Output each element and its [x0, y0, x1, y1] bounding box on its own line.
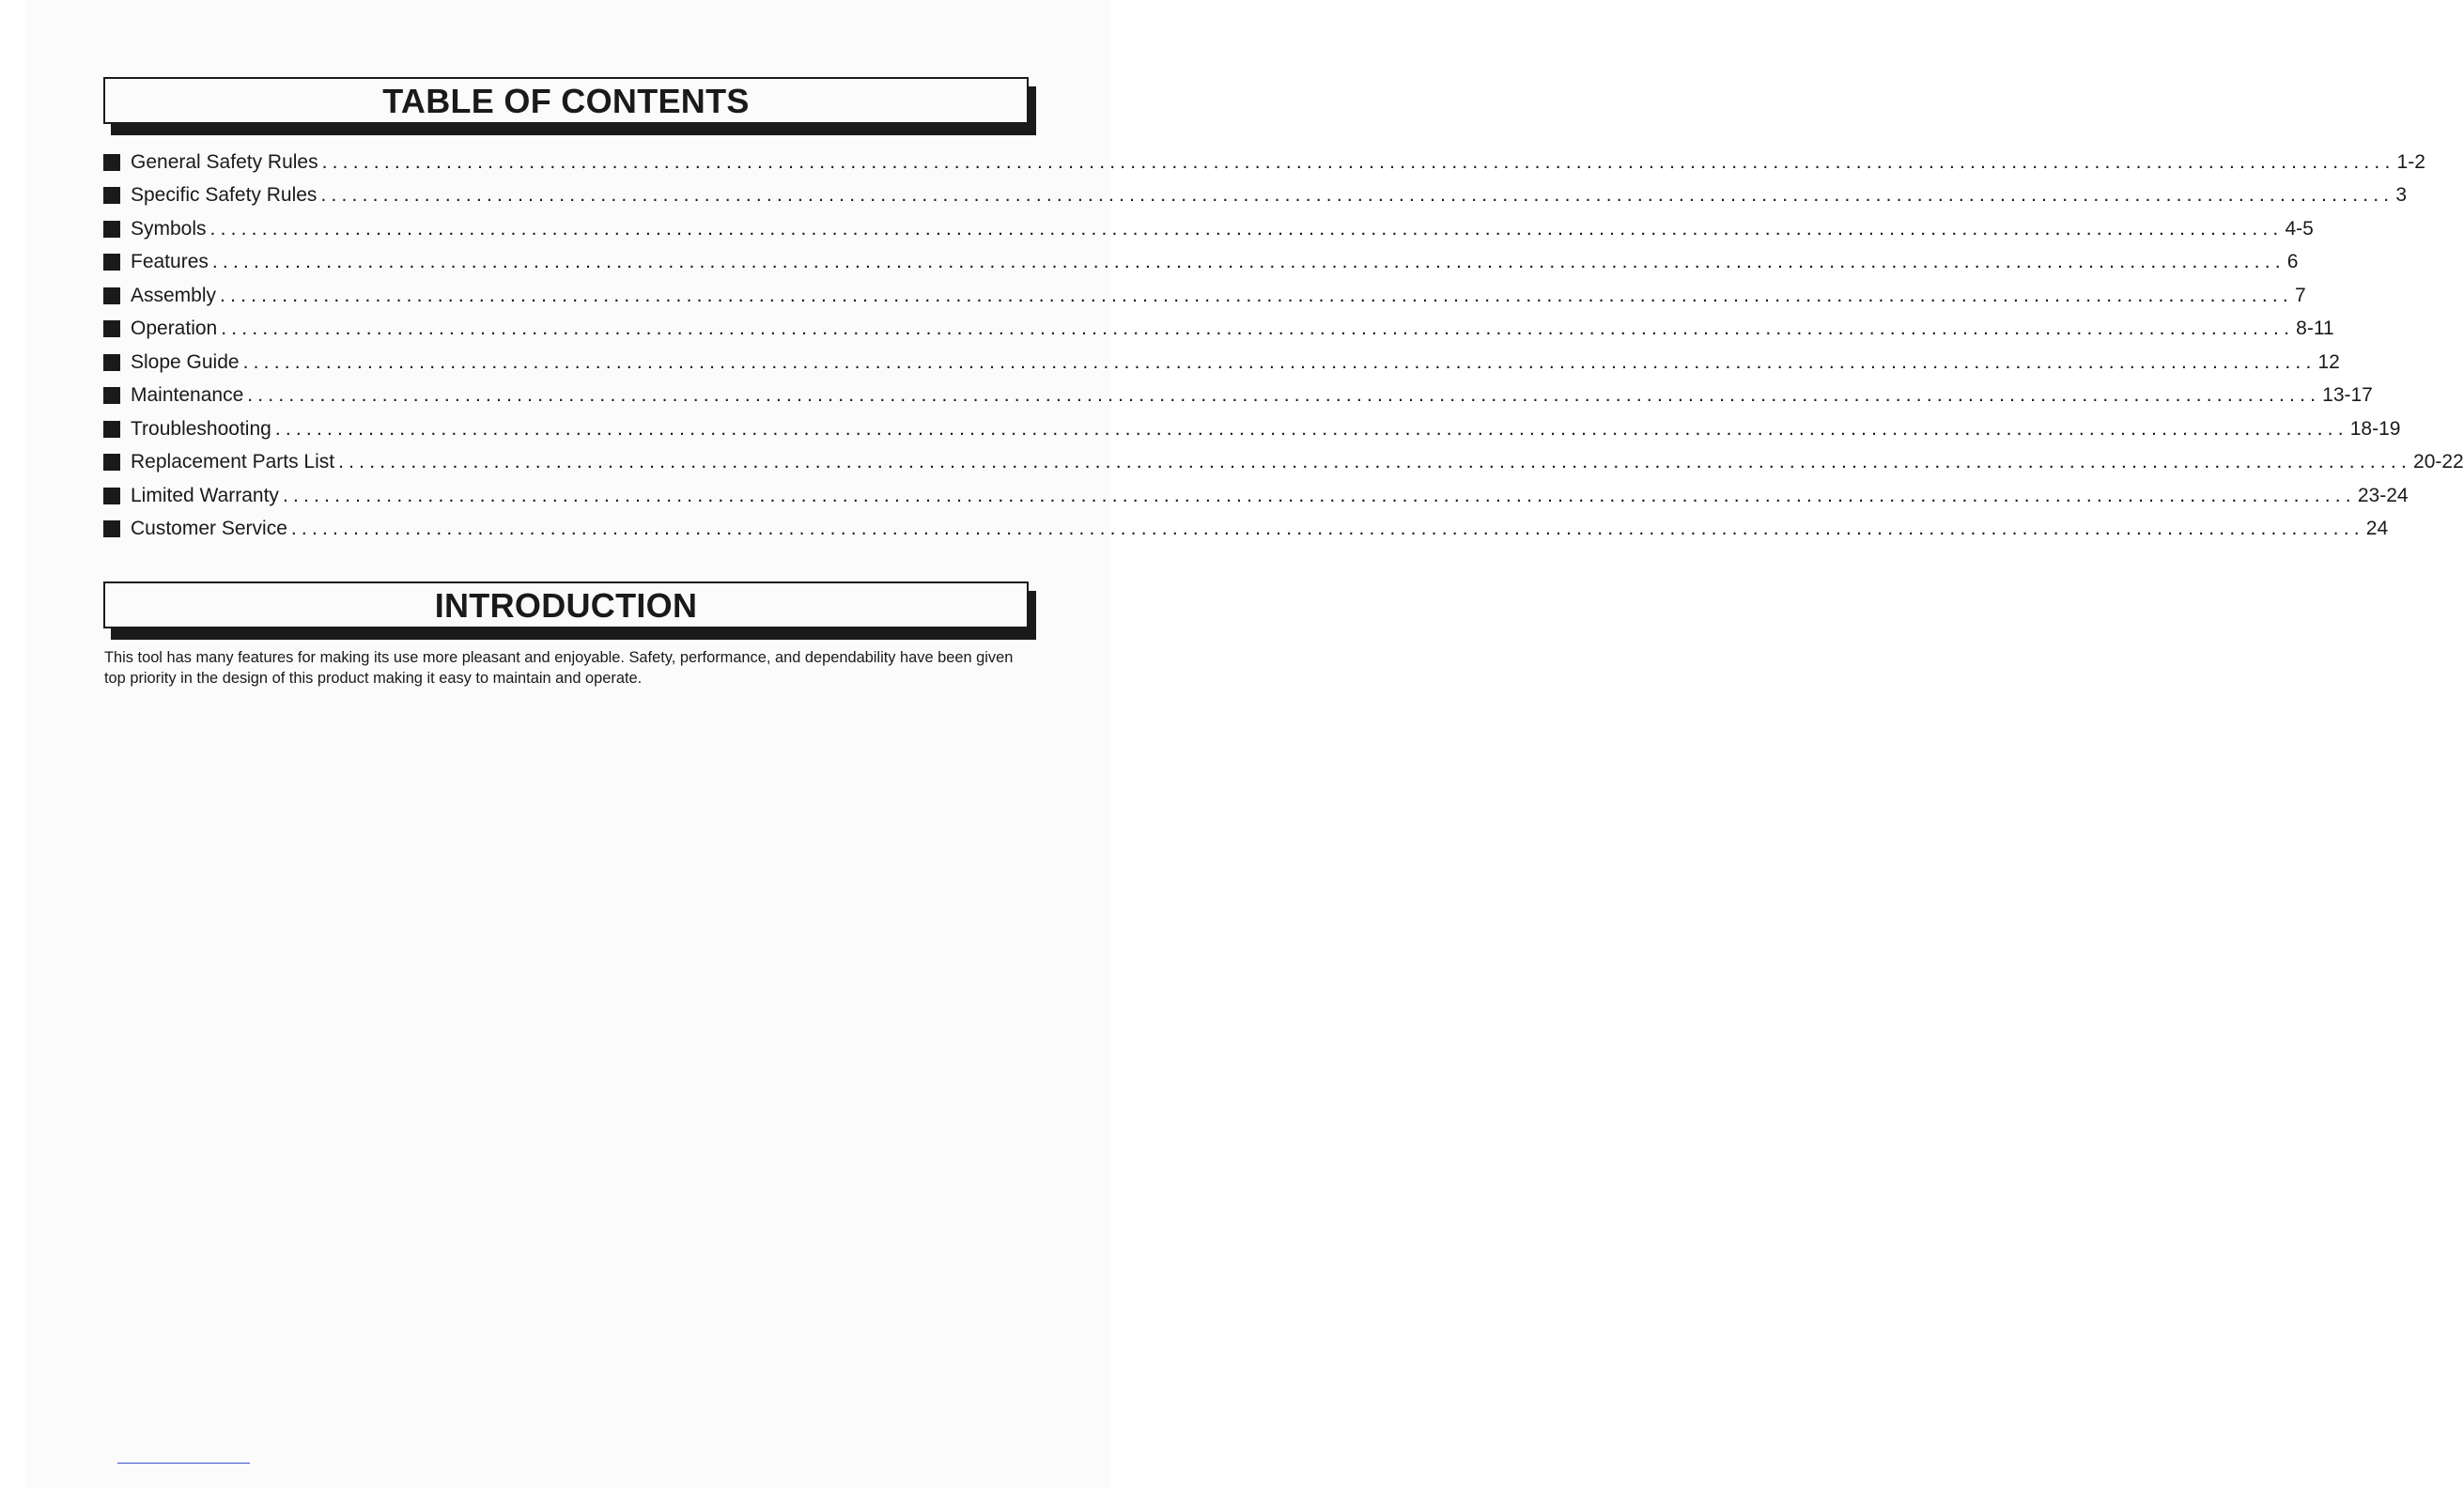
- square-bullet-icon: [103, 454, 120, 471]
- toc-entry-label: Symbols: [131, 217, 207, 240]
- toc-leader-dots: ........................................................................................................................................................................................................: [274, 417, 2348, 440]
- toc-row[interactable]: [103, 279, 2306, 313]
- toc-row[interactable]: [103, 346, 2340, 380]
- square-bullet-icon: [103, 154, 120, 171]
- toc-leader-dots: ........................................................................................................................................................................................................: [209, 217, 2284, 240]
- square-bullet-icon: [103, 354, 120, 371]
- introduction-heading: INTRODUCTION: [434, 586, 698, 625]
- toc-heading-banner: [103, 77, 1036, 135]
- toc-leader-dots: ........................................................................................................................................................................................................: [211, 251, 2286, 273]
- toc-entry-page: 20-22: [2413, 451, 2464, 473]
- square-bullet-icon: [103, 320, 120, 337]
- toc-heading-box: [103, 77, 1029, 124]
- toc-row[interactable]: [103, 412, 2401, 446]
- toc-entry-page: 18-19: [2349, 417, 2401, 440]
- toc-leader-dots: ........................................................................................................................................................................................................: [320, 184, 2394, 207]
- toc-leader-dots: ........................................................................................................................................................................................................: [247, 384, 2321, 407]
- square-bullet-icon: [103, 187, 120, 204]
- toc-row[interactable]: [103, 179, 2408, 213]
- square-bullet-icon: [103, 421, 120, 438]
- square-bullet-icon: [103, 287, 120, 304]
- square-bullet-icon: [103, 520, 120, 537]
- toc-entry-label: Slope Guide: [131, 350, 240, 373]
- toc-entry-page: 24: [2365, 518, 2389, 540]
- toc-leader-dots: ........................................................................................................................................................................................................: [290, 518, 2364, 540]
- toc-row[interactable]: [103, 146, 2425, 179]
- toc-entry-page: 1-2: [2396, 150, 2425, 173]
- toc-entry-label: Specific Safety Rules: [131, 184, 318, 207]
- toc-row[interactable]: [103, 446, 2464, 480]
- toc-row[interactable]: [103, 212, 2314, 246]
- toc-entry-label: Customer Service: [131, 518, 287, 540]
- introduction-heading-box: [103, 581, 1029, 628]
- toc-entry-page: 8-11: [2296, 318, 2334, 340]
- square-bullet-icon: [103, 488, 120, 504]
- toc-entry-label: Assembly: [131, 284, 217, 306]
- toc-row[interactable]: [103, 479, 2409, 513]
- square-bullet-icon: [103, 387, 120, 404]
- introduction-body: This tool has many features for making its use more pleasant and enjoyable. Safety, performance, and dependability have been given top priority in the design of this product making it easy to maintain and operate.: [104, 649, 1014, 687]
- toc-entry-label: Features: [131, 251, 209, 273]
- square-bullet-icon: [103, 254, 120, 271]
- toc-leader-dots: ........................................................................................................................................................................................................: [220, 284, 2293, 306]
- toc-heading: TABLE OF CONTENTS: [382, 82, 750, 120]
- footer-rule: [117, 1463, 250, 1464]
- toc-entry-label: Operation: [131, 318, 218, 340]
- toc-entry-label: Limited Warranty: [131, 484, 279, 506]
- toc-leader-dots: ........................................................................................................................................................................................................: [221, 318, 2295, 340]
- toc-row[interactable]: [103, 380, 2373, 413]
- introduction-heading-banner: [103, 581, 1036, 640]
- table-of-contents: [103, 146, 2464, 546]
- toc-row[interactable]: [103, 313, 2334, 347]
- toc-leader-dots: ........................................................................................................................................................................................................: [242, 350, 2317, 373]
- toc-entry-page: 3: [2395, 184, 2408, 207]
- toc-entry-label: Troubleshooting: [131, 417, 271, 440]
- toc-leader-dots: ........................................................................................................................................................................................................: [338, 451, 2412, 473]
- toc-entry-page: 12: [2317, 350, 2340, 373]
- toc-entry-page: 7: [2294, 284, 2306, 306]
- toc-leader-dots: ........................................................................................................................................................................................................: [321, 150, 2395, 173]
- toc-entry-page: 6: [2286, 251, 2299, 273]
- toc-row[interactable]: [103, 246, 2299, 280]
- toc-entry-page: 4-5: [2285, 217, 2314, 240]
- toc-entry-label: Replacement Parts List: [131, 451, 335, 473]
- toc-entry-label: General Safety Rules: [131, 150, 318, 173]
- toc-entry-label: Maintenance: [131, 384, 244, 407]
- toc-entry-page: 23-24: [2357, 484, 2409, 506]
- toc-entry-page: 13-17: [2322, 384, 2373, 407]
- square-bullet-icon: [103, 221, 120, 238]
- toc-row[interactable]: [103, 513, 2389, 547]
- toc-leader-dots: ........................................................................................................................................................................................................: [282, 484, 2356, 506]
